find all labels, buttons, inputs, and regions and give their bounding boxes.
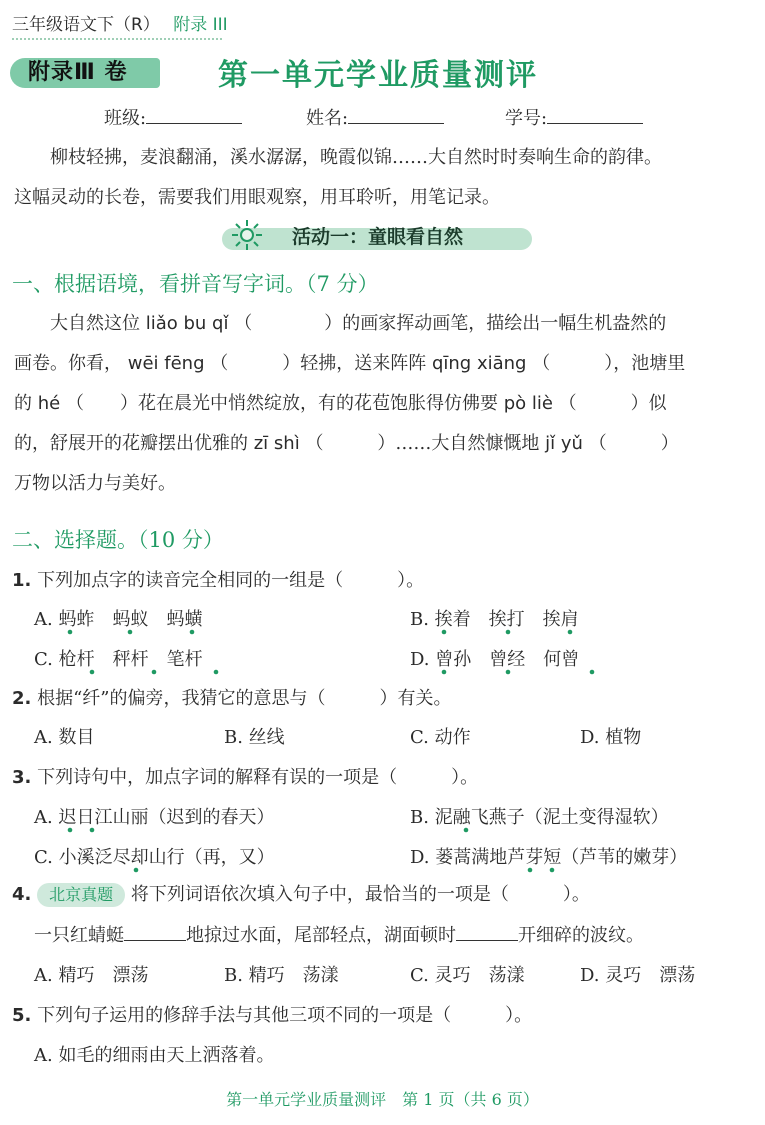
q2-option-c[interactable]: C. 动作 [410,727,471,748]
pinyin: qīng xiāng [431,353,527,374]
section-2-heading [12,524,224,554]
id-label: 学号: [505,108,548,129]
question-number: 4 [12,884,25,905]
question-stem: 根据“纤”的偏旁，我猜它的意思与（ ）有关。 [37,688,452,709]
s1-text: （ ）……大自然慷慨地 [305,433,540,454]
q4-sentence [34,921,644,947]
question-stem: 下列句子运用的修辞手法与其他三项不同的一项是（ ）。 [37,1005,533,1026]
question-stem: 将下列词语依次填入句子中，最恰当的一项是（ ）。 [130,884,590,905]
sentence-part: 开细碎的波纹。 [518,925,644,946]
pinyin: wēi fēng [127,353,205,374]
q1-option-d[interactable]: D. 曾孙 曾经 何曾 [410,649,580,670]
s1-text: 画卷。你看， [14,353,122,374]
question-number: 2 [12,688,25,709]
question-4: 4. 北京真题 将下列词语依次填入句子中，最恰当的一项是（ ）。 [12,884,590,905]
intro-line-1: 柳枝轻拂，麦浪翻涌，溪水潺潺，晚霞似锦……大自然时时奏响生命的韵律。 [50,147,662,168]
q3-option-b[interactable]: B. 泥融飞燕子（泥土变得湿软） [410,807,669,828]
q1-option-c[interactable]: C. 枪杆 秤杆 笔杆 [34,649,203,670]
q4-option-b[interactable]: B. 精巧 荡漾 [224,965,339,986]
name-input-line[interactable] [348,109,444,124]
q2-option-b[interactable]: B. 丝线 [224,727,285,748]
s1-line-4 [14,429,679,455]
q1-option-a[interactable]: A. 蚂蚱 蚂蚁 蚂蟥 [34,609,203,630]
pinyin: liǎo bu qǐ [145,313,229,334]
s1-text: （ ）轻拂，送来阵阵 [210,353,427,374]
s1-text: （ ） [588,433,679,454]
s1-line-2 [14,349,685,375]
answer-blank[interactable] [456,926,518,941]
question-stem: 下列加点字的读音完全相同的一组是（ ）。 [37,570,425,591]
pinyin: pò liè [503,393,553,414]
section-2-points: （10 分） [138,528,224,552]
s1-text: 的 [14,393,32,414]
class-input-line[interactable] [146,109,242,124]
s1-text: （ ）的画家挥动画笔，描绘出一幅生机盎然的 [234,313,667,334]
intro-line-2: 这幅灵动的长卷，需要我们用眼观察，用耳聆听，用笔记录。 [14,187,500,208]
section-1-title: 一、根据语境，看拼音写字词。 [12,272,306,296]
question-stem: 下列诗句中，加点字词的解释有误的一项是（ ）。 [37,767,479,788]
s1-line-5: 万物以活力与美好。 [14,473,176,494]
page-footer: 第一单元学业质量测评 第 1 页（共 6 页） [226,1090,539,1109]
sun-icon [230,218,264,252]
pinyin: zī shì [253,433,300,454]
section-1-heading [12,268,379,298]
appendix-banner-label: 附录Ⅲ 卷 [28,60,128,85]
s1-line-3 [14,389,667,415]
question-3: 3. 下列诗句中，加点字词的解释有误的一项是（ ）。 [12,767,479,788]
pinyin: jǐ yǔ [545,433,583,454]
section-1-points: （7 分） [306,272,379,296]
name-field [306,104,444,130]
page-title: 第一单元学业质量测评 [218,58,538,93]
s1-text: 的，舒展开的花瓣摆出优雅的 [14,433,248,454]
s1-text: （ ）花在晨光中悄然绽放，有的花苞饱胀得仿佛要 [65,393,498,414]
id-input-line[interactable] [547,109,643,124]
q2-option-d[interactable]: D. 植物 [580,727,642,748]
class-field [104,104,242,130]
q5-option-a[interactable]: A. 如毛的细雨由天上洒落着。 [34,1045,275,1066]
header-divider [12,38,222,40]
answer-blank[interactable] [124,926,186,941]
class-label: 班级: [104,108,147,129]
s1-text: （ ）似 [558,393,667,414]
q4-option-d[interactable]: D. 灵巧 漂荡 [580,965,696,986]
id-field [505,104,643,130]
q2-option-a[interactable]: A. 数目 [34,727,95,748]
source-badge: 北京真题 [37,883,125,907]
name-label: 姓名: [306,108,349,129]
sentence-part: 地掠过水面，尾部轻点，湖面顿时 [186,925,456,946]
q4-option-a[interactable]: A. 精巧 漂荡 [34,965,149,986]
q3-option-a[interactable]: A. 迟日江山丽（迟到的春天） [34,807,275,828]
question-5: 5. 下列句子运用的修辞手法与其他三项不同的一项是（ ）。 [12,1005,533,1026]
pinyin: hé [37,393,61,414]
s1-line-1 [50,309,666,335]
s1-text: 大自然这位 [50,313,140,334]
q3-option-c[interactable]: C. 小溪泛尽却山行（再，又） [34,847,275,868]
question-number: 5 [12,1005,25,1026]
question-number: 3 [12,767,25,788]
question-2: 2. 根据“纤”的偏旁，我猜它的意思与（ ）有关。 [12,688,452,709]
question-1: 1. 下列加点字的读音完全相同的一组是（ ）。 [12,570,425,591]
running-header [12,10,236,35]
q1-option-b[interactable]: B. 挨着 挨打 挨肩 [410,609,579,630]
q3-option-d[interactable]: D. 蒌蒿满地芦芽短（芦苇的嫩芽） [410,847,688,868]
sentence-part: 一只红蜻蜓 [34,925,124,946]
appendix-label: 附录 III [173,15,228,35]
activity-label: 活动一：童眼看自然 [292,226,464,248]
question-number: 1 [12,570,25,591]
s1-text: （ ），池塘里 [532,353,686,374]
book-title: 三年级语文下（R） [12,15,160,35]
q4-option-c[interactable]: C. 灵巧 荡漾 [410,965,525,986]
section-2-title: 二、选择题。 [12,528,138,552]
